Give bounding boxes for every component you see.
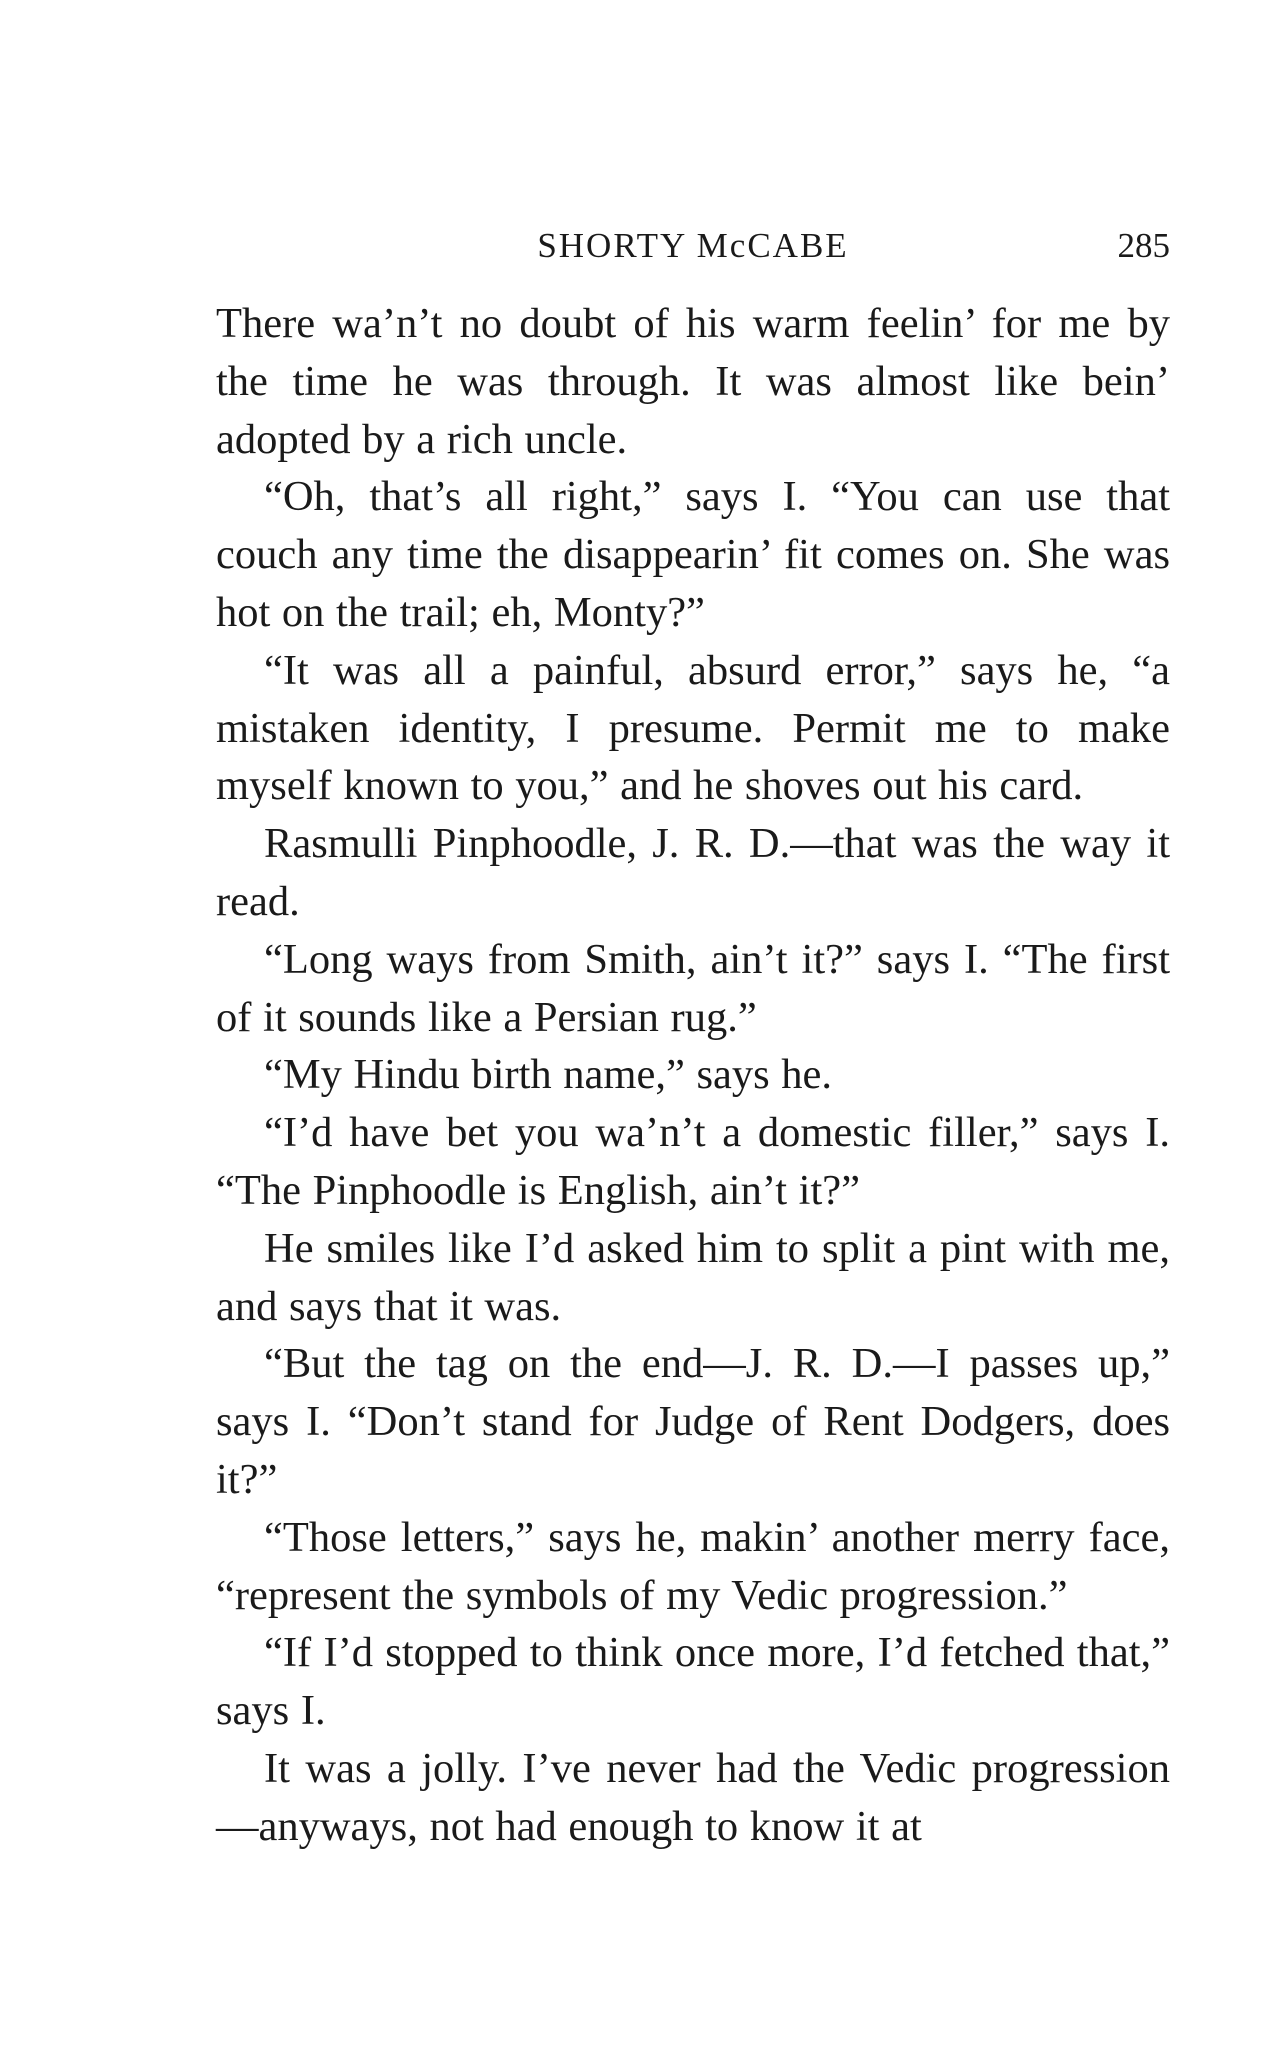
paragraph: There wa’n’t no doubt of his warm feelin’ for me by the time he was through. It was almost like bein’ adopted by a rich uncle. (216, 300, 1170, 463)
page-header (216, 222, 1170, 270)
paragraph: He smiles like I’d asked him to split a pint with me, and says that it was. (216, 1224, 1170, 1330)
paragraph: Rasmulli Pinphoodle, J. R. D.—that was the way it read. (216, 820, 1170, 925)
paragraph: “Long ways from Smith, ain’t it?” says I. “The first of it sounds like a Persian rug.” (216, 935, 1170, 1041)
paragraph: “If I’d stopped to think once more, I’d fetched that,” says I. (216, 1629, 1170, 1735)
running-head: SHORTY McCABE (537, 226, 849, 265)
paragraph: “Oh, that’s all right,” says I. “You can use that couch any time the disappearin’ fit comes on. She was hot on the trail; eh, Monty?” (216, 473, 1170, 636)
paragraph: It was a jolly. I’ve never had the Vedic progression—anyways, not had enough to know it at (216, 1744, 1170, 1850)
paragraph: “It was all a painful, absurd error,” says he, “a mistaken identity, I presume. Permit me to make myself known to you,” and he shoves out his card. (216, 646, 1170, 810)
paragraph: “I’d have bet you wa’n’t a domestic filler,” says I. “The Pinphoodle is English, ain’t it?” (216, 1109, 1170, 1214)
page-number: 285 (1117, 226, 1170, 265)
paragraph: “My Hindu birth name,” says he. (264, 1051, 833, 1099)
paragraph: “Those letters,” says he, makin’ another merry face, “represent the symbols of my Vedic progression.” (216, 1513, 1170, 1619)
paragraph: “But the tag on the end—J. R. D.—I passes up,” says I. “Don’t stand for Judge of Rent Dodgers, does it?” (216, 1340, 1170, 1503)
body-text (216, 295, 1170, 1856)
